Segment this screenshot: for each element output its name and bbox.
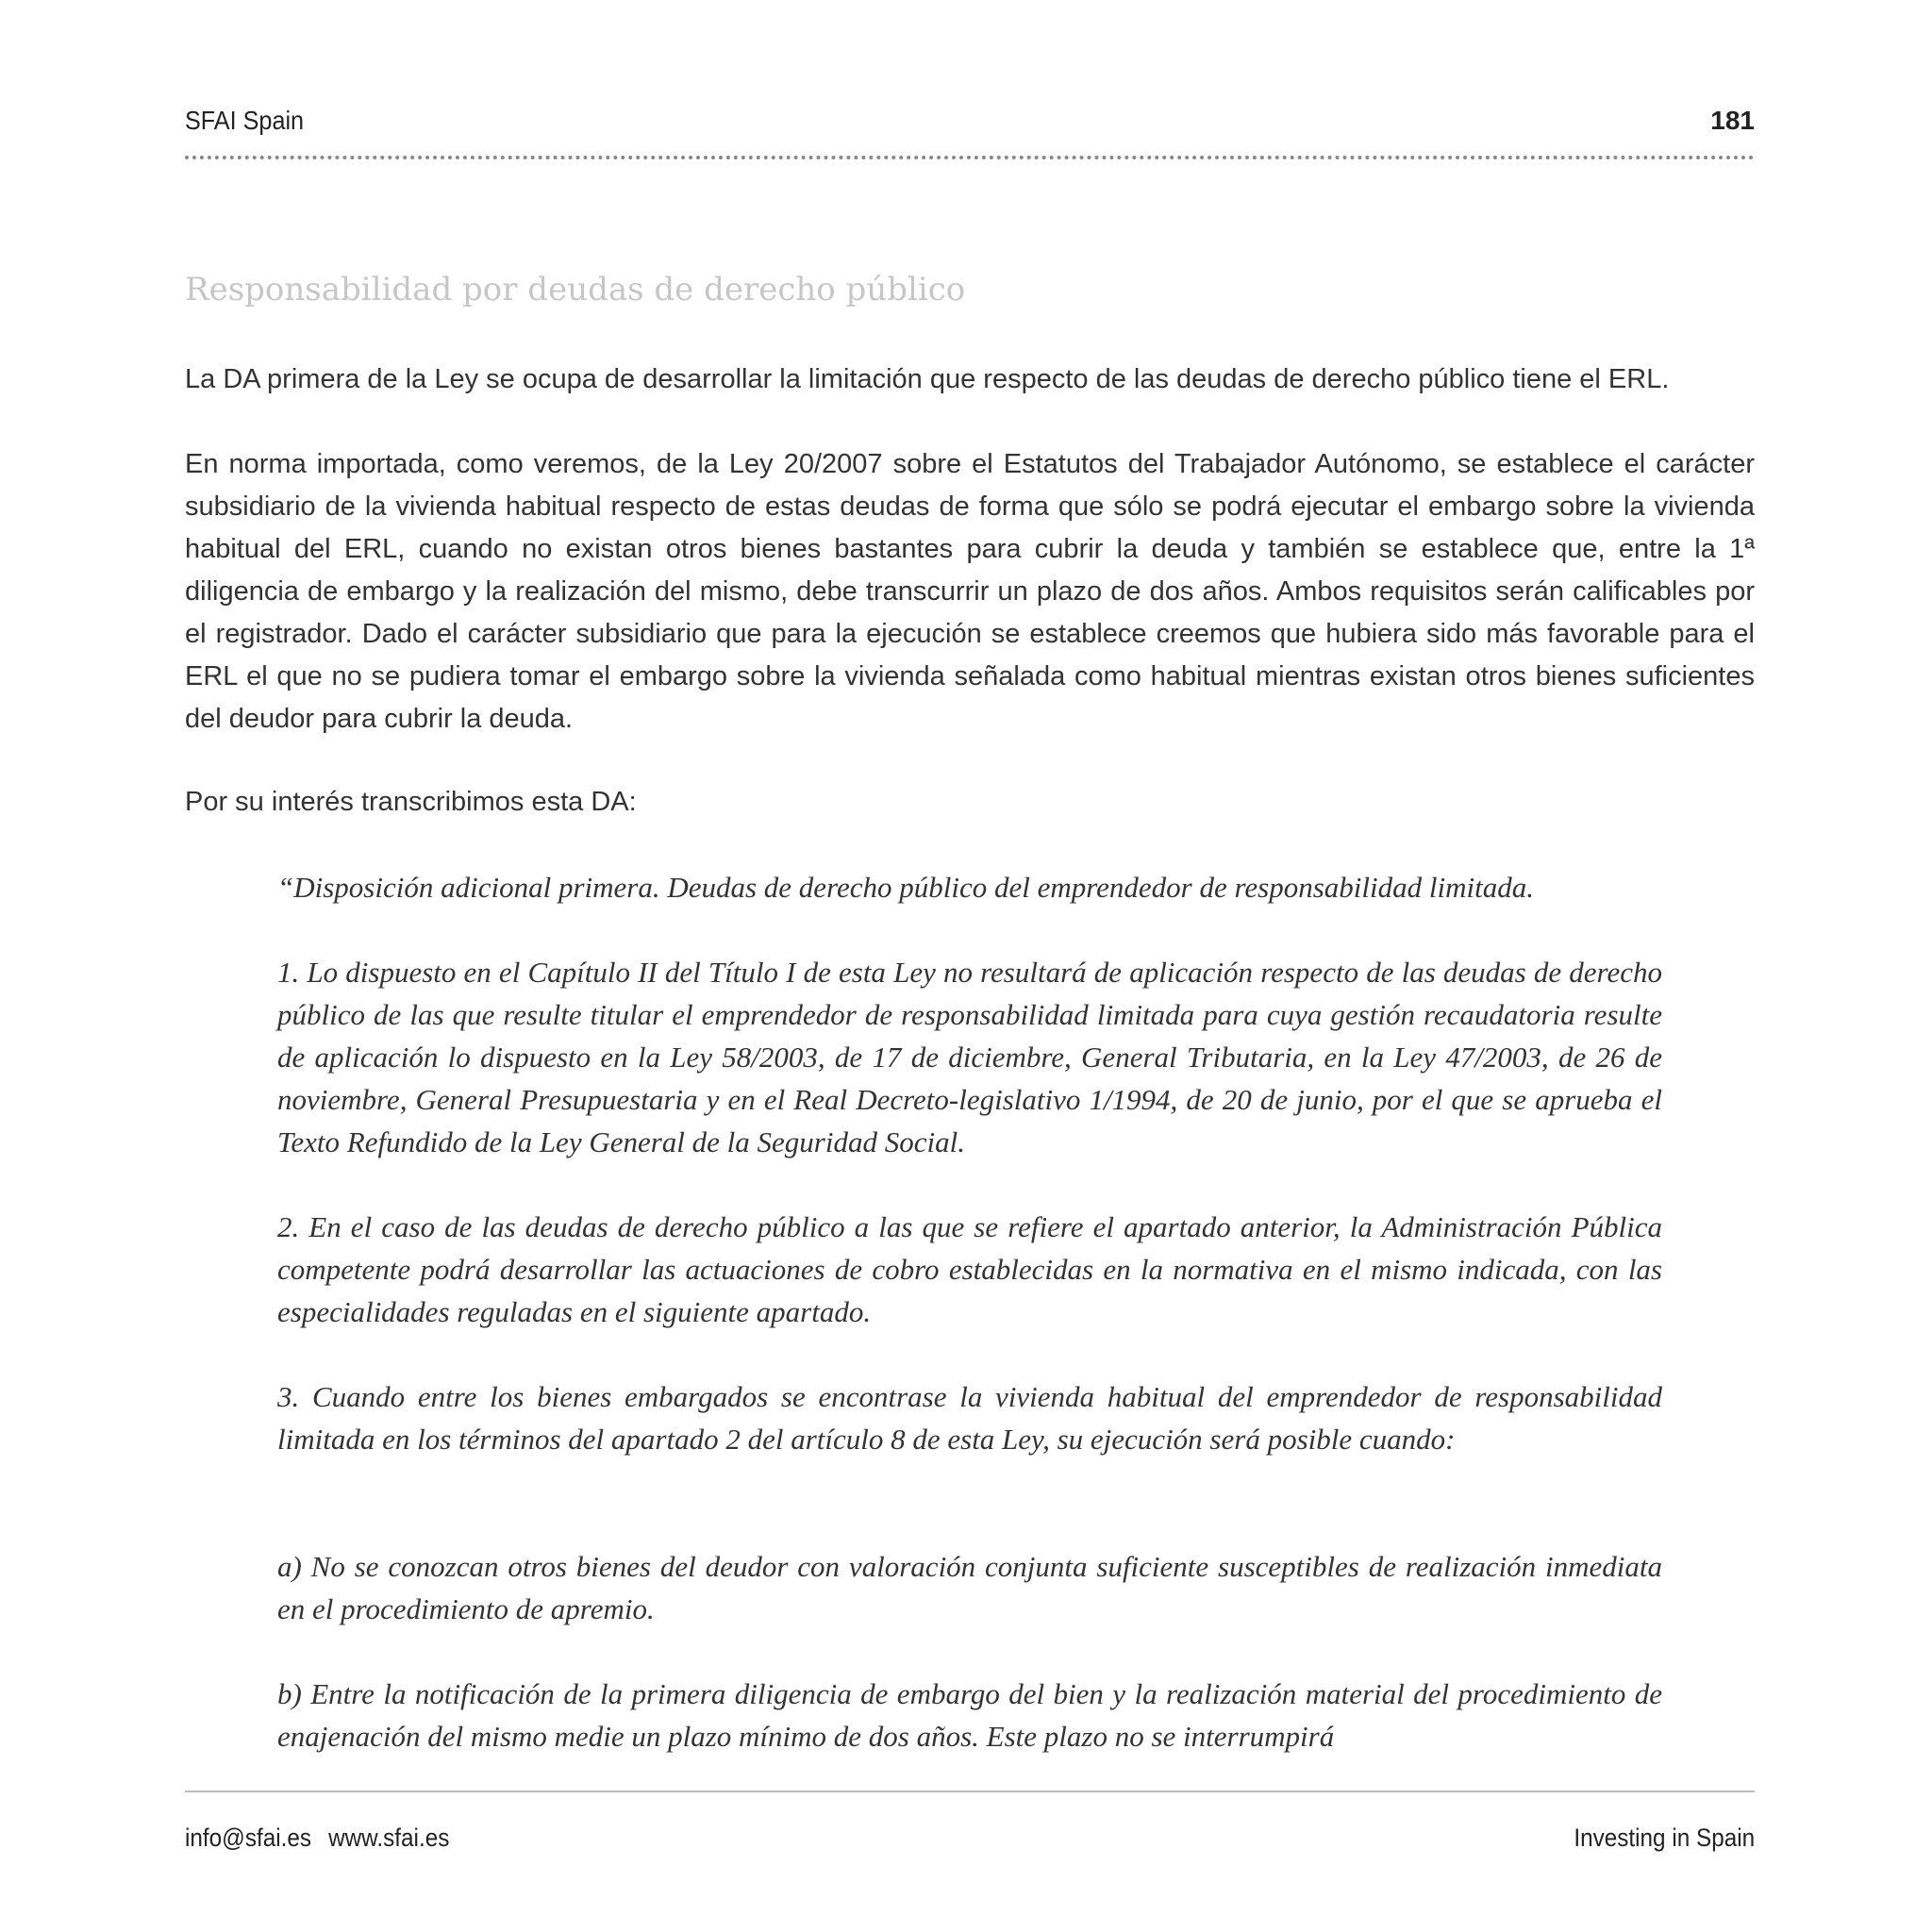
quote-item-3: 3. Cuando entre los bienes embargados se encontrase la vivienda habitual del emprendedor de responsabilidad limitada en los términos del apartado 2 del artículo 8 de esta Ley, su ejecución será posible cuando:: [277, 1380, 1662, 1456]
footer-email: info@sfai.es: [185, 1824, 312, 1852]
footer-divider: [185, 1790, 1755, 1792]
body-paragraph-2: En norma importada, como veremos, de la Ley 20/2007 sobre el Estatutos del Trabajador Autónomo, se establece el carácter subsidiario de la vivienda habitual respecto de estas deudas de forma que sólo se podrá ejecutar el embargo sobre la vivienda habitual del ERL, cuando no existan otros bienes bastantes para cubrir la deuda y también se establece que, entre la 1ª diligencia de embargo y la realización del mismo, debe transcurrir un plazo de dos años. Ambos requisitos serán calificables por el registrador. Dado el carácter subsidiario que para la ejecución se establece creemos que hubiera sido más favorable para el ERL el que no se pudiera tomar el embargo sobre la vivienda señalada como habitual mientras existan otros bienes suficientes del deudor para cubrir la deuda.: [185, 449, 1755, 734]
footer-contact: [185, 1824, 449, 1853]
quote-item-1: 1. Lo dispuesto en el Capítulo II del Título I de esta Ley no resultará de aplicación respecto de las deudas de derecho público de las que resulte titular el emprendedor de responsabilidad limitada para cuya gestión recaudatoria resulte de aplicación lo dispuesto en la Ley 58/2003, de 17 de diciembre, General Tributaria, en la Ley 47/2003, de 26 de noviembre, General Presupuestaria y en el Real Decreto-legislativo 1/1994, de 20 de junio, por el que se aprueba el Texto Refundido de la Ley General de la Seguridad Social.: [277, 956, 1662, 1158]
quote-item-2: 2. En el caso de las deudas de derecho público a las que se refiere el apartado anterior, la Administración Pública competente podrá desarrollar las actuaciones de cobro establecidas en la normativa en el mismo indicada, con las especialidades reguladas en el siguiente apartado.: [277, 1210, 1662, 1328]
section-title: Responsabilidad por deudas de derecho público: [185, 271, 966, 308]
quote-item-a: a) No se conozcan otros bienes del deudor con valoración conjunta suficiente susceptibles de realización inmediata en el procedimiento de apremio.: [277, 1550, 1662, 1625]
page-number: 181: [1710, 106, 1755, 135]
quote-item-b: b) Entre la notificación de la primera diligencia de embargo del bien y la realización material del procedimiento de enajenación del mismo medie un plazo mínimo de dos años. Este plazo no se interrumpirá: [277, 1677, 1662, 1753]
body-paragraph-3: Por su interés transcribimos esta DA:: [185, 787, 637, 817]
quote-title: “Disposición adicional primera. Deudas de derecho público del emprendedor de responsabilidad limitada.: [277, 871, 1534, 904]
page-footer: [185, 1824, 1755, 1861]
footer-website: www.sfai.es: [328, 1824, 450, 1852]
page-header: [185, 106, 1755, 151]
header-dotted-divider: [185, 156, 1755, 159]
header-brand: SFAI Spain: [185, 106, 305, 135]
footer-tagline: Investing in Spain: [1574, 1824, 1755, 1852]
body-paragraph-1: La DA primera de la Ley se ocupa de desarrollar la limitación que respecto de las deudas de derecho público tiene el ERL.: [185, 364, 1670, 394]
